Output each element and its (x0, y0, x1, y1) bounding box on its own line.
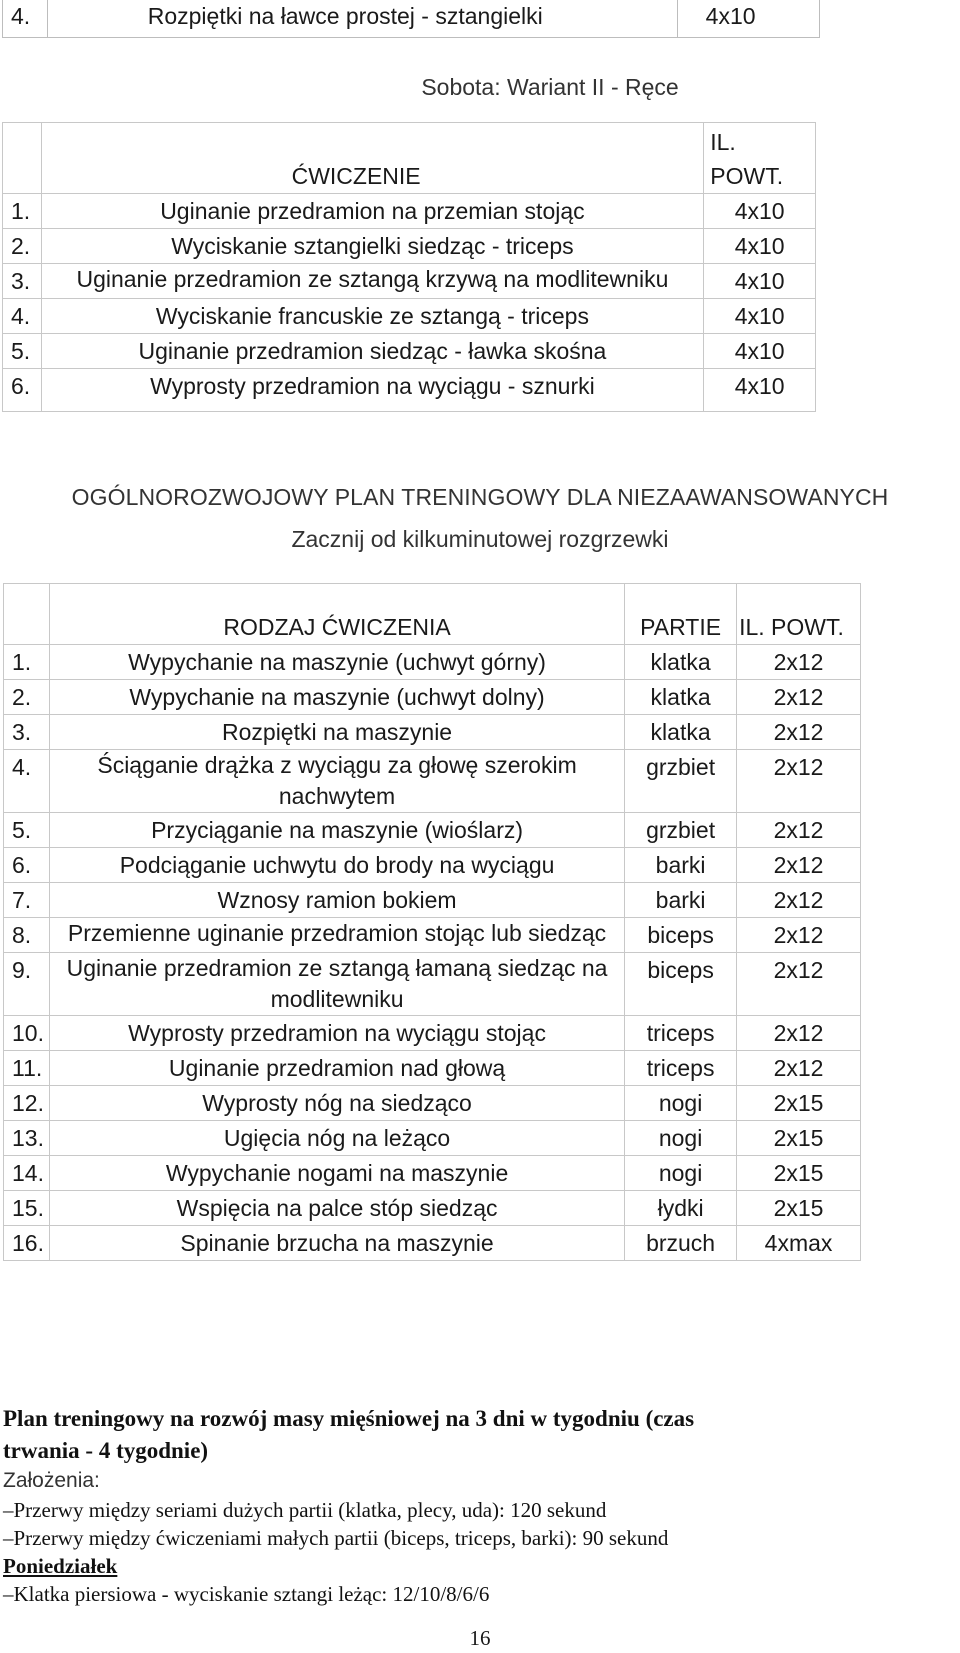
row-number: 3. (3, 264, 42, 299)
exercise-name: Rozpiętki na maszynie (49, 715, 624, 750)
reps: 2x12 (737, 813, 861, 848)
header-exercise: RODZAJ ĆWICZENIA (49, 584, 624, 645)
exercise-name: Wypychanie nogami na maszynie (49, 1156, 624, 1191)
table-row (4, 813, 861, 848)
saturday-title: Sobota: Wariant II - Ręce (421, 74, 679, 100)
mass-plan-title-1: Plan treningowy na rozwój masy mięśniowej na 3 dni w tygodniu (czas (3, 1406, 695, 1431)
assumptions-label: Założenia: (3, 1469, 100, 1492)
body-part: triceps (625, 1016, 737, 1051)
table-row (4, 1226, 861, 1261)
row-number: 1. (4, 645, 50, 680)
row-number: 12. (4, 1086, 50, 1121)
exercise-name: Wypychanie na maszynie (uchwyt górny) (49, 645, 624, 680)
reps: 4x10 (704, 299, 816, 334)
exercise-name: Wspięcia na palce stóp siedząc (49, 1191, 624, 1226)
row-number: 5. (3, 334, 42, 369)
exercise-name: Podciąganie uchwytu do brody na wyciągu (49, 848, 624, 883)
exercise-name: Uginanie przedramion nad głową (49, 1051, 624, 1086)
table-row (4, 750, 861, 813)
reps: 4x10 (704, 264, 816, 299)
table-row (4, 715, 861, 750)
exercise-name: Wyprosty nóg na siedząco (49, 1086, 624, 1121)
row-number: 13. (4, 1121, 50, 1156)
row-number: 6. (3, 369, 42, 412)
body-part: nogi (625, 1121, 737, 1156)
row-number: 4. (4, 750, 50, 813)
exercise-name: Wyciskanie francuskie ze sztangą - triceps (41, 299, 704, 334)
row-number: 10. (4, 1016, 50, 1051)
exercise-name: Wyprosty przedramion na wyciągu stojąc (49, 1016, 624, 1051)
reps: 2x15 (737, 1086, 861, 1121)
assumption-line-2: –Przerwy między ćwiczeniami małych partii (biceps, triceps, barki): 90 sekund (3, 1526, 669, 1550)
table-row (4, 1191, 861, 1226)
row-number: 15. (4, 1191, 50, 1226)
body-part: brzuch (625, 1226, 737, 1261)
reps: 2x12 (737, 848, 861, 883)
exercise-name: Wypychanie na maszynie (uchwyt dolny) (49, 680, 624, 715)
row-number: 3. (4, 715, 50, 750)
table-row (4, 918, 861, 953)
reps: 2x12 (737, 883, 861, 918)
exercise-name: Przyciąganie na maszynie (wioślarz) (49, 813, 624, 848)
reps: 2x12 (737, 715, 861, 750)
day-heading: Poniedziałek (3, 1554, 118, 1578)
reps: 4x10 (704, 194, 816, 229)
body-part: klatka (625, 715, 737, 750)
reps: 2x12 (737, 953, 861, 1016)
body-part: klatka (625, 645, 737, 680)
body-part: biceps (625, 953, 737, 1016)
previous-table-tail (2, 0, 820, 38)
table-row (3, 299, 816, 334)
beginners-subtitle: Zacznij od kilkuminutowej rozgrzewki (291, 526, 669, 552)
reps: 2x12 (737, 1016, 861, 1051)
reps: 4x10 (704, 334, 816, 369)
table-row (4, 680, 861, 715)
body-part: nogi (625, 1156, 737, 1191)
reps: 4x10 (704, 229, 816, 264)
header-exercise: ĆWICZENIE (41, 123, 704, 194)
row-number: 2. (4, 680, 50, 715)
table-row (4, 1086, 861, 1121)
exercise-name: Uginanie przedramion siedząc - ławka skośna (41, 334, 704, 369)
table-row (4, 1016, 861, 1051)
table-row (4, 848, 861, 883)
table-row (4, 1121, 861, 1156)
table-header-row (4, 584, 861, 645)
assumption-line-1: –Przerwy między seriami dużych partii (klatka, plecy, uda): 120 sekund (3, 1498, 607, 1522)
row-number: 8. (4, 918, 50, 953)
reps: 2x15 (737, 1121, 861, 1156)
reps: 4x10 (704, 369, 816, 412)
exercise-name: Przemienne uginanie przedramion stojąc lub siedząc (49, 918, 624, 953)
table-row (3, 229, 816, 264)
header-reps: IL. POWT. (737, 584, 861, 645)
exercise-name: Ugięcia nóg na leżąco (49, 1121, 624, 1156)
row-number: 16. (4, 1226, 50, 1261)
row-number: 1. (3, 194, 42, 229)
table-row (3, 369, 816, 412)
beginners-title: OGÓLNOROZWOJOWY PLAN TRENINGOWY DLA NIEZAAWANSOWANYCH (71, 484, 889, 510)
body-part: barki (625, 848, 737, 883)
reps: 2x12 (737, 680, 861, 715)
beginners-table (3, 583, 861, 1261)
body-part: łydki (625, 1191, 737, 1226)
exercise-name: Wyciskanie sztangielki siedząc - triceps (41, 229, 704, 264)
body-part: biceps (625, 918, 737, 953)
saturday-table (2, 122, 816, 412)
reps: 2x12 (737, 1051, 861, 1086)
reps: 4xmax (737, 1226, 861, 1261)
row-number: 11. (4, 1051, 50, 1086)
body-part: grzbiet (625, 750, 737, 813)
exercise-name: Rozpiętki na ławce prostej - sztangielki (47, 0, 677, 38)
table-row (4, 953, 861, 1016)
table-header-row (3, 123, 816, 194)
reps: 2x15 (737, 1156, 861, 1191)
table-row (4, 883, 861, 918)
exercise-name: Ściąganie drążka z wyciągu za głowę szerokim nachwytem (49, 750, 624, 813)
reps: 2x12 (737, 918, 861, 953)
body-part: triceps (625, 1051, 737, 1086)
body-part: barki (625, 883, 737, 918)
table-row (3, 264, 816, 299)
row-number: 2. (3, 229, 42, 264)
table-row (4, 645, 861, 680)
exercise-name: Wznosy ramion bokiem (49, 883, 624, 918)
page-number: 16 (469, 1626, 491, 1650)
reps: 2x12 (737, 645, 861, 680)
row-number: 5. (4, 813, 50, 848)
row-number: 7. (4, 883, 50, 918)
body-part: grzbiet (625, 813, 737, 848)
reps: 2x12 (737, 750, 861, 813)
table-row (3, 194, 816, 229)
row-number: 14. (4, 1156, 50, 1191)
exercise-name: Wyprosty przedramion na wyciągu - sznurki (41, 369, 704, 412)
plan-line-1: –Klatka piersiowa - wyciskanie sztangi leżąc: 12/10/8/6/6 (3, 1582, 490, 1606)
body-part: nogi (625, 1086, 737, 1121)
table-row (3, 334, 816, 369)
table-row (4, 1156, 861, 1191)
table-row (4, 1051, 861, 1086)
body-part: klatka (625, 680, 737, 715)
exercise-name: Uginanie przedramion ze sztangą łamaną siedząc na modlitewniku (49, 953, 624, 1016)
table-row (3, 0, 820, 38)
row-number: 4. (3, 0, 48, 38)
row-number: 4. (3, 299, 42, 334)
mass-plan-title-2: trwania - 4 tygodnie) (3, 1438, 209, 1463)
row-number: 9. (4, 953, 50, 1016)
exercise-name: Spinanie brzucha na maszynie (49, 1226, 624, 1261)
reps: 2x15 (737, 1191, 861, 1226)
exercise-name: Uginanie przedramion ze sztangą krzywą na modlitewniku (41, 264, 704, 299)
exercise-name: Uginanie przedramion na przemian stojąc (41, 194, 704, 229)
header-part: PARTIE (625, 584, 737, 645)
header-reps: IL. POWT. (704, 123, 816, 194)
reps: 4x10 (677, 0, 819, 38)
row-number: 6. (4, 848, 50, 883)
